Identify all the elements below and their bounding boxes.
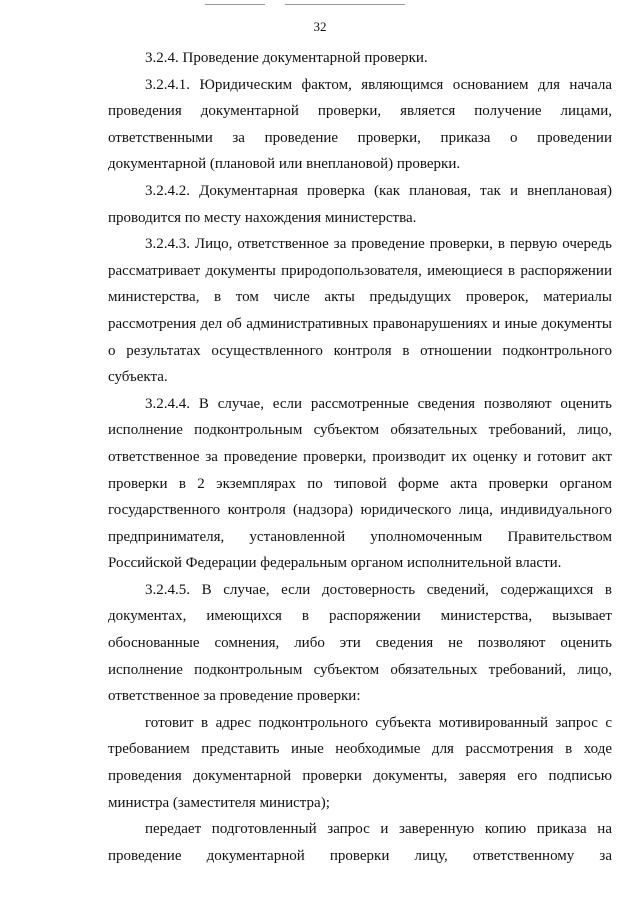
section-heading: 3.2.4. Проведение документарной проверки. <box>145 50 428 66</box>
paragraph-3-2-4-3: 3.2.4.3. Лицо, ответственное за проведение проверки, в первую очередь рассматривает документы природопользователя, имеющиеся в распоряжении министерства, в том числе акты предыдущих проверок, материалы рассмотрения дел об административных правонарушениях и иные документы о результатах осуществленного контроля в отношении подконтрольного субъекта. <box>108 236 612 386</box>
paragraph-3-2-4-1: 3.2.4.1. Юридическим фактом, являющимся основанием для начала проведения документарной проверки, является получение лицами, ответственными за проведение проверки, приказа о проведении документарной (плановой или внеплановой) проверки. <box>108 76 612 173</box>
paragraph-request-transfer: передает подготовленный запрос и заверенную копию приказа на проведение документарной проверки лицу, ответственному за <box>108 821 612 864</box>
paragraph-request-preparation: готовит в адрес подконтрольного субъекта мотивированный запрос с требованием представить иные необходимые для рассмотрения в ходе проведения документарной проверки документы, заверяя его подписью министра (заместителя министра); <box>108 714 612 811</box>
document-body <box>108 45 612 869</box>
paragraph-3-2-4-4: 3.2.4.4. В случае, если рассмотренные сведения позволяют оценить исполнение подконтрольным субъектом обязательных требований, лицо, ответственное за проведение проверки, производит их оценку и готовит акт проверки в 2 экземплярах по типовой форме акта проверки органом государственного контроля (надзора) юридического лица, индивидуального предпринимателя, установленной уполномоченным Правительством Российской Федерации федеральным органом исполнительной власти. <box>108 395 612 572</box>
top-scan-line <box>285 4 405 5</box>
top-scan-line <box>205 4 265 5</box>
page-number: 32 <box>313 19 327 34</box>
paragraph-3-2-4-5: 3.2.4.5. В случае, если достоверность сведений, содержащихся в документах, имеющихся в распоряжении министерства, вызывает обоснованные сомнения, либо эти сведения не позволяют оценить исполнение подконтрольным субъектом обязательных требований, лицо, ответственное за проведение проверки: <box>108 581 612 705</box>
paragraph-3-2-4-2: 3.2.4.2. Документарная проверка (как плановая, так и внеплановая) проводится по месту нахождения министерства. <box>108 182 612 226</box>
